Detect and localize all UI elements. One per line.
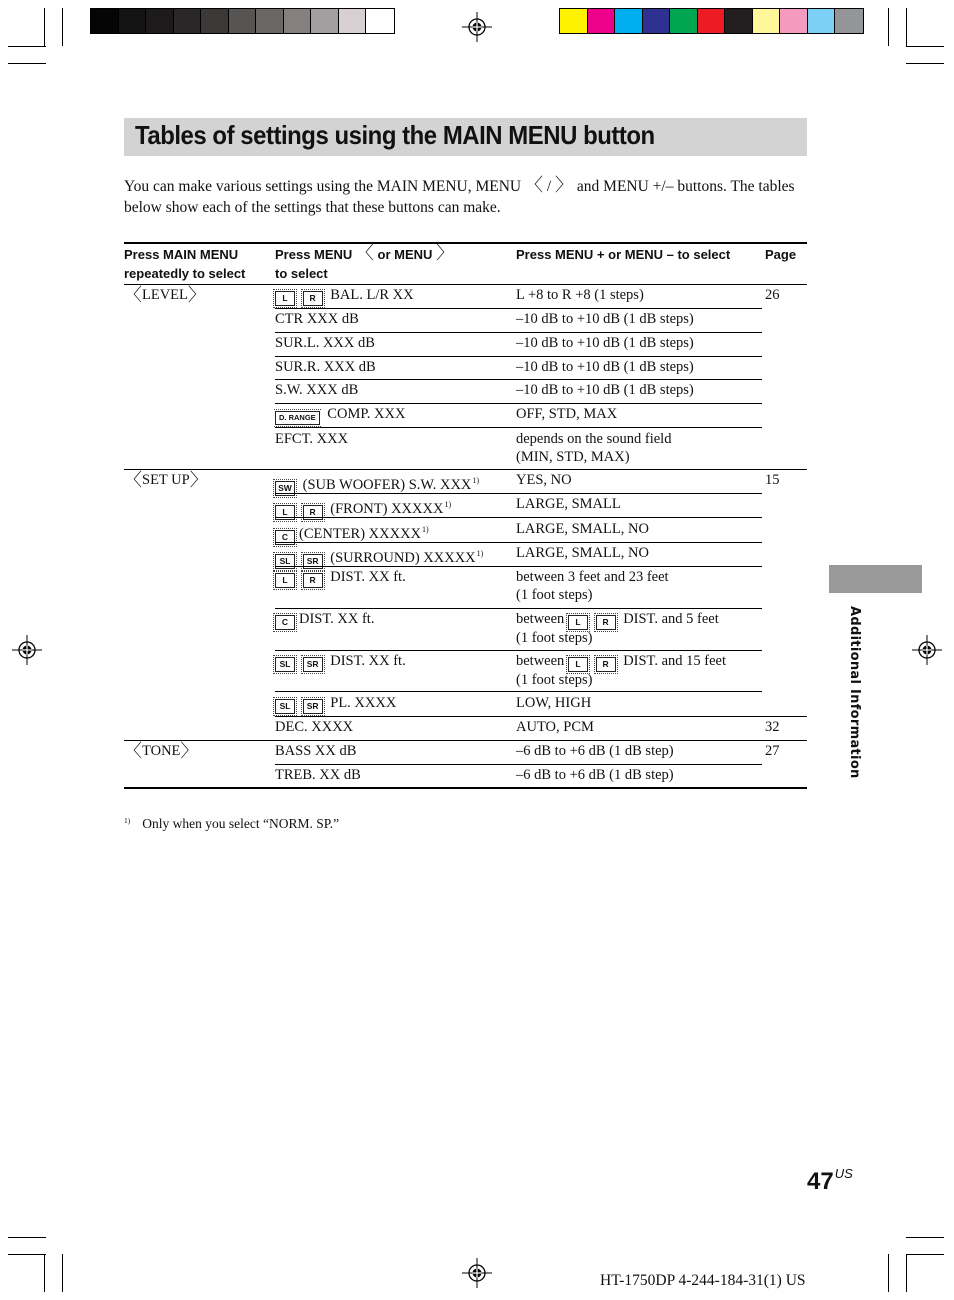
group-setup: 〈 SET UP 〉	[124, 470, 208, 491]
value-ctr: –10 dB to +10 dB (1 dB steps)	[516, 311, 694, 327]
setting-front: L R (FRONT) XXXXX$^{1)}$	[275, 496, 451, 520]
chevron-left-icon: 〈	[124, 285, 142, 306]
color-swatch	[146, 9, 174, 33]
value-pl: LOW, HIGH	[516, 695, 592, 711]
left-speaker-icon: L	[568, 657, 588, 672]
setting-efct: EFCT. XXX	[275, 431, 349, 447]
value-front: LARGE, SMALL	[516, 496, 621, 512]
footnote	[124, 816, 339, 832]
gray-calibration-strip	[90, 8, 395, 34]
chevron-left-icon: 〈	[355, 243, 374, 264]
color-swatch	[311, 9, 339, 33]
color-swatch	[339, 9, 367, 33]
section-label: Additional Information	[847, 606, 862, 779]
group-tone: 〈 TONE 〉	[124, 741, 199, 762]
value-dist-surround: between L R DIST. and 15 feet (1 foot steps)	[516, 653, 726, 688]
color-swatch	[615, 9, 643, 33]
d-range-icon: D. RANGE	[275, 411, 320, 425]
value-surl: –10 dB to +10 dB (1 dB steps)	[516, 335, 694, 351]
header-col1: Press MAIN MENU repeatedly to select	[124, 247, 246, 281]
intro-text-before: You can make various settings using the MAIN MENU, MENU	[124, 178, 525, 195]
setting-pl: SL SR PL. XXXX	[275, 695, 396, 714]
chevron-right-icon: 〉	[180, 741, 199, 762]
color-swatch	[780, 9, 808, 33]
footnote-text: Only when you select “NORM. SP.”	[142, 816, 340, 831]
setting-dec: DEC. XXXX	[275, 719, 354, 735]
surround-right-speaker-icon: SR	[303, 699, 323, 714]
setting-surl: SUR.L. XXX dB	[275, 335, 375, 351]
surround-left-speaker-icon: SL	[275, 657, 295, 672]
chevron-right-icon: 〉	[189, 470, 208, 491]
chevron-right-icon: 〉	[187, 285, 206, 306]
value-dist-front: between 3 feet and 23 feet (1 foot steps)	[516, 569, 669, 603]
right-speaker-icon: R	[596, 657, 616, 672]
left-speaker-icon: L	[275, 573, 295, 588]
value-bal: L +8 to R +8 (1 steps)	[516, 287, 644, 303]
value-surround: LARGE, SMALL, NO	[516, 545, 649, 561]
color-swatch	[588, 9, 616, 33]
color-calibration-strip	[559, 8, 864, 34]
color-swatch	[284, 9, 312, 33]
setting-bass: BASS XX dB	[275, 743, 357, 759]
value-dist-center: between L R DIST. and 5 feet (1 foot steps)	[516, 611, 719, 646]
surround-left-speaker-icon: SL	[275, 554, 295, 569]
setting-surr: SUR.R. XXX dB	[275, 359, 376, 375]
header-col3: Press MENU + or MENU – to select	[516, 247, 731, 262]
header-col2: Press MENU 〈 or MENU 〉 to select	[275, 243, 455, 281]
chevron-right-icon: 〉	[555, 175, 574, 196]
setting-subwoofer: SW (SUB WOOFER) S.W. XXX$^{1)}$	[275, 472, 479, 496]
color-swatch	[835, 9, 863, 33]
color-swatch	[366, 9, 394, 33]
value-efct: depends on the sound field (MIN, STD, MAX)	[516, 431, 672, 465]
center-speaker-icon: C	[275, 615, 295, 630]
page-ref: 15	[765, 472, 780, 488]
setting-center: C (CENTER) XXXXX$^{1)}$	[275, 521, 429, 545]
color-swatch	[256, 9, 284, 33]
value-subwoofer: YES, NO	[516, 472, 572, 488]
value-comp: OFF, STD, MAX	[516, 406, 618, 422]
value-center: LARGE, SMALL, NO	[516, 521, 649, 537]
value-bass: –6 dB to +6 dB (1 dB step)	[516, 743, 674, 759]
color-swatch	[808, 9, 836, 33]
title-bar	[124, 118, 807, 156]
footnote-mark: 1)	[124, 816, 131, 825]
registration-mark-right	[912, 635, 942, 665]
chevron-left-icon: 〈	[124, 741, 142, 762]
right-speaker-icon: R	[303, 505, 323, 520]
value-sw: –10 dB to +10 dB (1 dB steps)	[516, 382, 694, 398]
setting-sw: S.W. XXX dB	[275, 382, 359, 398]
left-speaker-icon: L	[568, 615, 588, 630]
section-tab	[829, 565, 922, 593]
surround-left-speaker-icon: SL	[275, 699, 295, 714]
color-swatch	[643, 9, 671, 33]
page-title: Tables of settings using the MAIN MENU button	[135, 120, 655, 150]
value-treb: –6 dB to +6 dB (1 dB step)	[516, 767, 674, 783]
color-swatch	[119, 9, 147, 33]
color-swatch	[91, 9, 119, 33]
surround-right-speaker-icon: SR	[303, 554, 323, 569]
chevron-left-icon: 〈	[124, 470, 142, 491]
left-speaker-icon: L	[275, 505, 295, 520]
page-ref: 26	[765, 287, 780, 303]
subwoofer-speaker-icon: SW	[275, 481, 295, 496]
color-swatch	[229, 9, 257, 33]
center-speaker-icon: C	[275, 530, 295, 545]
color-swatch	[670, 9, 698, 33]
color-swatch	[201, 9, 229, 33]
right-speaker-icon: R	[303, 291, 323, 306]
registration-mark-top	[462, 12, 492, 42]
setting-dist-center: C DIST. XX ft.	[275, 611, 374, 630]
surround-right-speaker-icon: SR	[303, 657, 323, 672]
color-swatch	[174, 9, 202, 33]
header-page: Page	[765, 247, 797, 262]
color-swatch	[698, 9, 726, 33]
setting-dist-surround: SL SR DIST. XX ft.	[275, 653, 406, 672]
chevron-right-icon: 〉	[436, 243, 455, 264]
registration-mark-bottom	[462, 1258, 492, 1288]
setting-surround: SL SR (SURROUND) XXXXX$^{1)}$	[275, 545, 483, 569]
color-swatch	[753, 9, 781, 33]
color-swatch	[560, 9, 588, 33]
intro-paragraph: You can make various settings using the MAIN MENU, MENU 〈 / 〉 and MENU +/– buttons. The tables below show each of the settings that these buttons can make.	[124, 175, 795, 216]
right-speaker-icon: R	[596, 615, 616, 630]
setting-dist-front: L R DIST. XX ft.	[275, 569, 406, 588]
setting-bal: L R BAL. L/R XX	[275, 287, 414, 306]
left-speaker-icon: L	[275, 291, 295, 306]
model-code: HT-1750DP 4-244-184-31(1) US	[600, 1272, 806, 1289]
setting-comp: D. RANGE COMP. XXX	[275, 406, 405, 425]
right-speaker-icon: R	[303, 573, 323, 588]
group-level: 〈 LEVEL 〉	[124, 285, 206, 306]
setting-ctr: CTR XXX dB	[275, 311, 359, 327]
color-swatch	[725, 9, 753, 33]
chevron-left-icon: 〈	[524, 175, 543, 196]
page-number: $47^{US}$	[807, 1166, 853, 1195]
value-surr: –10 dB to +10 dB (1 dB steps)	[516, 359, 694, 375]
intro-text-after: and MENU +/– buttons. The tables below show each of the settings that these buttons can make.	[124, 178, 795, 216]
registration-mark-left	[12, 635, 42, 665]
setting-treb: TREB. XX dB	[275, 767, 361, 783]
page-ref: 27	[765, 743, 780, 759]
value-dec: AUTO, PCM	[516, 719, 594, 735]
page-ref: 32	[765, 719, 780, 735]
